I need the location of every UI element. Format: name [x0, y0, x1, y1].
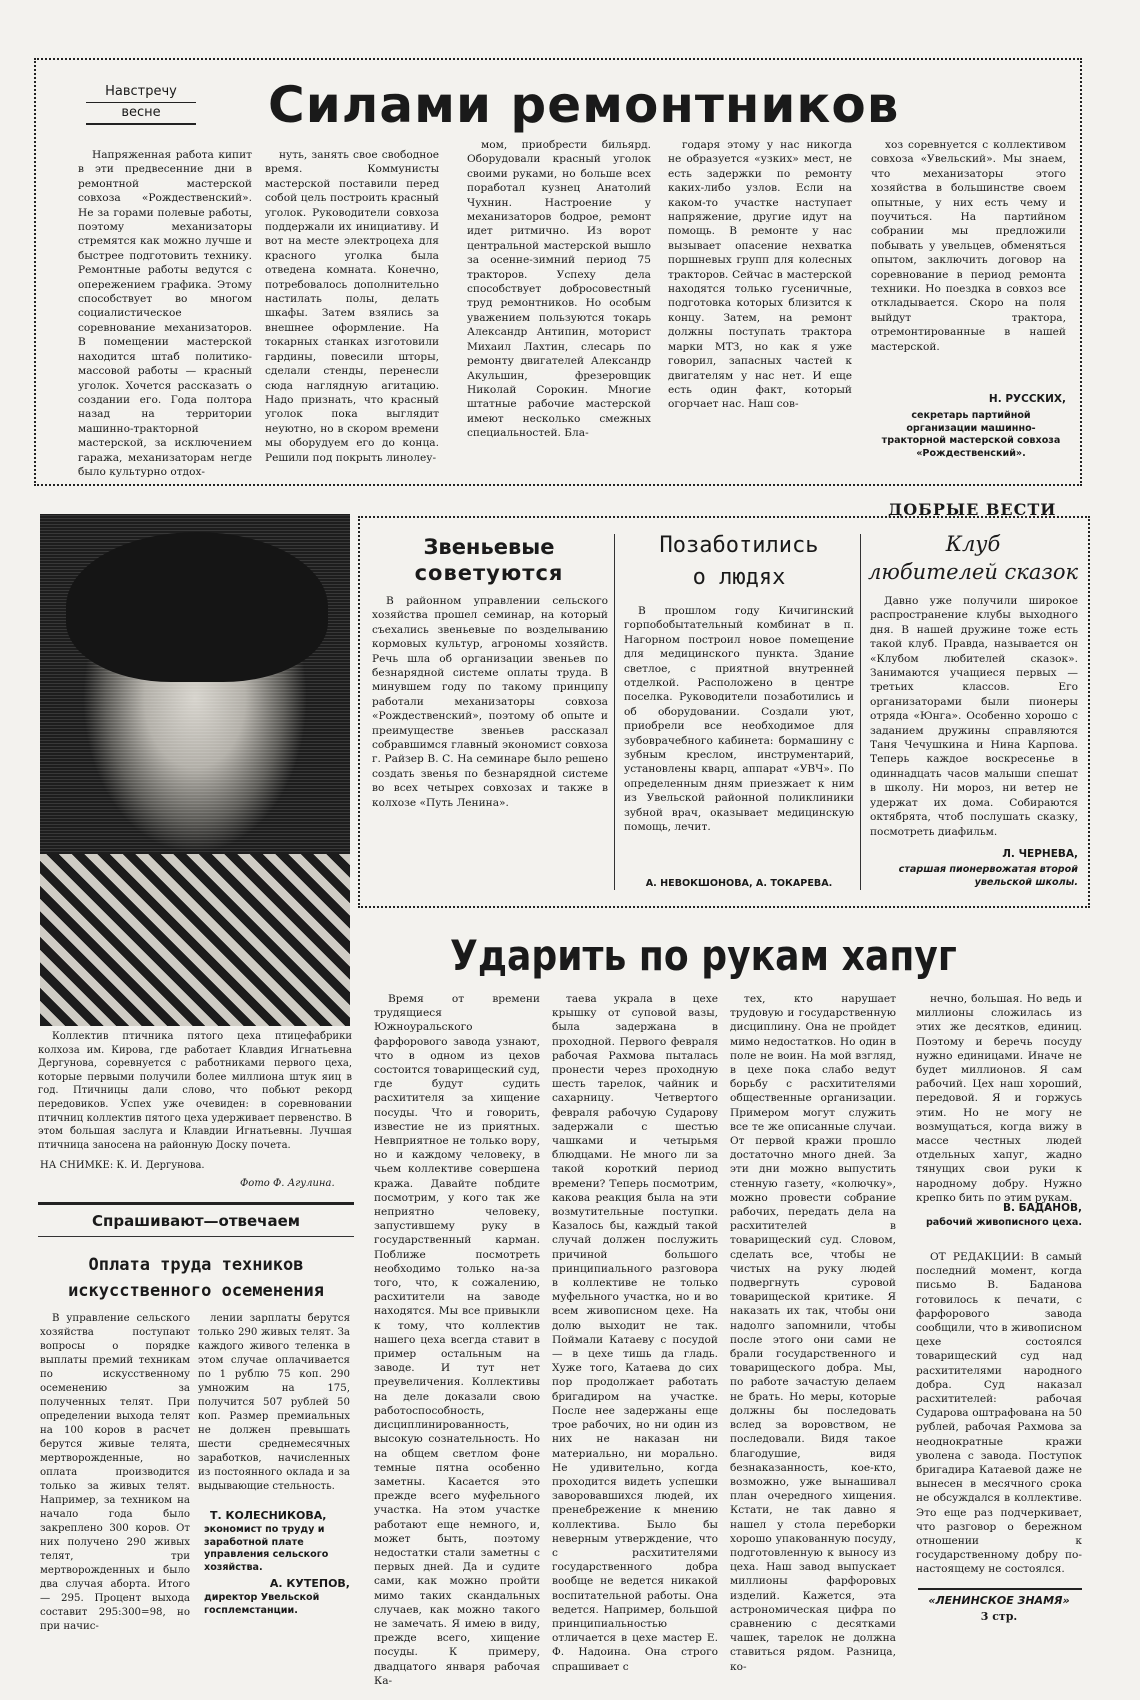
portrait-photo [40, 514, 350, 1026]
qa-title-1: Оплата труда техников [88, 1255, 304, 1275]
photo-on-photo: НА СНИМКЕ: К. И. Дергунова. [40, 1160, 205, 1171]
qa-top-rule [38, 1202, 354, 1205]
good-news-divider-2 [860, 534, 861, 890]
qa-sig-2: А. КУТЕПОВ, [269, 1577, 350, 1590]
qa-col-2: лении зарплаты берутся только 290 живых телят. За каждого живого теленка в этом случае оплачивается по 1 рублю 75 коп. 290 умножим на 175, получится 507 рублей 50 коп. Размер премиальных не должен превышать шести среднемесячных заработков, начисленных из постоянного оклада и за выдывающие стельность. [198, 1313, 350, 1492]
footer-rule [918, 1588, 1082, 1590]
gn-a3-title-1: Клуб [945, 532, 1001, 556]
gn-a2-title [624, 530, 854, 594]
kicker-line-1: Навстречу [86, 82, 196, 103]
gn-a2-text: В прошлом году Кичигинский горпобобытательный комбинат в п. Нагорном построил новое помещение для медицинского пункта. Здание светлое, с приятной внутренней отделкой. Расположено в центре поселка. Руководители позаботились и об оборудовании. Создали уют, приобрели все необходимое для зубоврачебного кабинета: бормашину с зубным креслом, инструментарий, установлены кварц, аппарат «УВЧ». По определенным дням приезжает к ним из Увельской районной поликлиники зубной врач, оказывает медицинскую помощь, лечит. [624, 605, 854, 834]
qa-rubric-rule [38, 1236, 354, 1237]
footer-paper-name: «ЛЕНИНСКОЕ ЗНАМЯ» [928, 1594, 1070, 1607]
qa-sig-2-title: директор Увельской госплемстанции. [204, 1592, 320, 1616]
good-news-rubric: ДОБРЫЕ ВЕСТИ [888, 500, 1057, 519]
top-signature-title: секретарь партийной организации машинно-тракторной мастерской совхоза «Рождественский». [881, 410, 1061, 459]
gn-a1-title [374, 534, 604, 586]
main-col-2: таева украла в цехе крышку от суповой вазы, была задержана в проходной. Первого февраля рабочая Рахмова пыталась пронести через проходную шесть тарелок, чайник и сахарницу. Четвертого февраля рабочую Сударову задержали с шестью чашками и четырьмя блюдцами. Не много ли за такой короткий период времени? Теперь посмотрим, какова реакция была на эти возмутительные поступки. Казалось бы, каждый такой случай должен послужить причиной большого принципиального разговора в коллективе не только муфельного участка, но и во всем живописном цехе. На долю выходит не так. Поймали Катаеву с посудой — в цехе тишь да гладь. Хуже того, Катаева до сих пор продолжает работать бригадиром на участке. После нее задержаны еще трое рабочих, но ни один из них не наказан ни материально, ни морально. Не удивительно, когда проходится видеть успешки заворовавшихся людей, их пренебрежение к мнению коллектива. Было бы неверным утверждение, что с расхитителями государственного добра вообще не ведется никакой воспитательной работы. Она ведется. Например, большой принципиальностью отличается в цехе мастер Е. Ф. Надоина. Она строго спрашивает с [552, 993, 718, 1673]
main-col-1: Время от времени трудящиеся Южноуральского фарфорового завода узнают, что в одном из цехов состоится товарищеский суд, где будут судить расхитителя за хищение посуды. Что и говорить, известие не из приятных. Невприятное не только вору, но и каждому человеку, в чьем коллективе совершена кража. Давайте побдите посмотрим, у кого так же неприятно человеку, запустившему руку в государственный карман. Поближе посмотреть необходимо только на-за того, что, к сожалению, расхитители на заводе находятся. Мы все привыкли к тому, что коллектив нашего цеха всегда ставит в пример остальным на заводе. И тут нет преувеличения. Коллективы на деле доказали свою работоспособность, дисциплинированность, высокую сознательность. Но на общем светлом фоне темные пятна особенно заметны. Касается это прежде всего муфельного участка. На этом участке работают еще немного, и, может быть, поэтому недостатки стали заметны с первых дней. Да и судите сами, как можно пройти мимо таких скандальных случаев, как можно такого не замечать. Я имею в виду, прежде всего, хищение посуды. К примеру, двадцатого января рабочая Ка- [374, 993, 540, 1687]
top-col-5: хоз соревнуется с коллективом совхоза «Увельский». Мы знаем, что механизаторы этого хозяйства в большинстве своем опытные, у них есть чему и поучиться. На партийном собрании мы предложили побывать у увельцев, обменяться опытом, заключить договор на соревнование в период ремонта техники. Но поездка в совхоз все откладывается. Скоро на поля выйдут трактора, отремонтированные в нашей мастерской. [871, 139, 1066, 353]
gn-a3-title [866, 530, 1080, 586]
good-news-divider-1 [614, 534, 615, 890]
main-headline: Ударить по рукам хапуг [450, 931, 957, 980]
main-editor-note: ОТ РЕДАКЦИИ: В самый последний момент, когда письмо В. Баданова готовилось к печати, с фарфорового завода сообщили, что в живописном цехе состоялся товарищеский суд над расхитителями народного добра. Суд наказал расхитителей: рабочая Сударова оштрафована на 50 рублей, рабочая Рахмова за неоднократные кражи уволена с завода. Поступок бригадира Катаевой даже не вынесен в месячного срока не обсуждался в коллективе. Это еще раз подчеркивает, что разговор о бережном отношении к государственному добру по-настоящему не состоялся. [916, 1251, 1082, 1576]
top-signature: Н. РУССКИХ, [988, 393, 1066, 405]
top-col-1: Напряженная работа кипит в эти предвесенние дни в ремонтной мастерской совхоза «Рождественский». Не за горами полевые работы, поэтому механизаторы стремятся как можно лучше и быстрее подготовить технику. Ремонтные работы ведутся с опережением графика. Этому способствует во многом социалистическое соревнование механизаторов. В помещении мастерской находится штаб политико-массовой работы — красный уголок. Хочется рассказать о создании его. Года полтора назад на территории машинно-тракторной мастерской, за исключением гаража, механизаторам негде было культурно отдох- [78, 149, 252, 478]
qa-title [38, 1252, 354, 1304]
top-col-4: годаря этому у нас никогда не образуется «узких» мест, не есть задержки по ремонту каких-либо узлов. Если на каком-то участке наступает напряжение, другие идут на помощь. В ремонте у нас вызывает опасение нехватка поршневых групп для колесных тракторов. Сейчас в мастерской находятся только гусеничные, подготовка которых близится к концу. Затем, на ремонт должны поступать трактора марки МТЗ, но как я уже говорил, запасных частей к двигателям у нас нет. И еще есть один факт, который огорчает нас. Наш сов- [668, 139, 852, 411]
main-col-4: нечно, большая. Но ведь и миллионы сложилась из этих же десятков, единиц. Поэтому и беречь посуду нужно единицами. Иначе не будет миллионов. Я сам рабочий. Цех наш хороший, передовой. Я и горжусь этим. Но не могу не возмущаться, когда вижу в массе честных людей отдельных хапуг, жадно тянущих свои руки к народному добру. Нужно крепко бить по этим рукам. [916, 993, 1082, 1204]
kicker [86, 82, 196, 125]
main-signature: В. БАДАНОВ, [1003, 1202, 1082, 1214]
gn-a1-title-2: советуются [414, 561, 564, 585]
qa-col-1: В управление сельского хозяйства поступают вопросы о порядке выплаты премий техникам по искусственному осеменению за полученных телят. При определении выхода телят на 100 коров в расчет берутся живые телята, мертворожденные, но оплата производится только за живых телят. Например, за техником на начало года было закреплено 300 коров. От них получено 290 живых телят, три мертворожденных и было два случая аборта. Итого — 295. Процент выхода составит 295:300=98, но при начис- [40, 1313, 190, 1632]
gn-a3-signature-title: старшая пионервожатая второй увельской школы. [898, 864, 1078, 888]
gn-a3-text: Давно уже получили широкое распространение клубы выходного дня. В нашей дружине тоже есть такой клуб. Правда, называется он «Клубом любителей сказок». Занимаются учащиеся первых — третьих классов. Его организаторами были пионеры отряда «Юнга». Особенно хорошо с заданием дружины справляются Таня Чечушкина и Нина Карпова. Теперь каждое воскресенье в одиннадцать часов малыши спешат в школу. Ни мороз, ни ветер не удержат их дома. Собираются октябрята, чтоб послушать сказку, посмотреть диафильм. [870, 595, 1078, 838]
qa-title-2: искусственного осеменения [68, 1281, 324, 1301]
gn-a3-signature: Л. ЧЕРНЕВА, [1002, 848, 1078, 860]
footer-page-number: 3 стр. [980, 1610, 1018, 1623]
kicker-line-2: весне [86, 103, 196, 125]
main-col-3: тех, кто нарушает трудовую и государственную дисциплину. Она не пройдет мимо недостатков. Но один в поле не воин. На мой взгляд, в цехе пока слабо ведут борьбу с расхитителями общественные организации. Примером могут служить все те же описанные случаи. От первой кражи прошло достаточно много дней. За эти дни можно выпустить стенную газету, «колючку», можно провести собрание рабочих, передать дела на расхитителей в товарищеский суд. Словом, сделать все, чтобы не чистых на руку людей подвергнуть суровой товарищеской критике. Я наказать их так, чтобы они надолго запомнили, чтобы после этого они сами не брали государственного и товарищеского добра. Мы, по работе зачастую делаем не брать. Но меры, которые должны бы последовать вслед за воровством, не последовали. Видя такое благодушие, видя безнаказанность, кое-кто, возможно, уже вынашивал план очередного хищения. Кстати, не так давно я нашел у стола переборки хорошо упакованную посуду, подготовленную к выносу из цеха. Наш завод выпускает миллионы фарфоровых изделий. Кажется, эта астрономическая цифра по сравнению с десятками чашек, тарелок не должна ставиться рядом. Разница, ко- [730, 993, 896, 1673]
top-col-3: мом, приобрести бильярд. Оборудовали красный уголок своими руками, но больше всех поработал кузнец Анатолий Чухнин. Настроение у механизаторов бодрое, ремонт идет ритмично. Из ворот центральной мастерской вышло за осенне-зимний период 75 тракторов. Успеху дела способствует добросовестный труд ремонтников. Но особым уважением пользуются токарь Александр Антипин, моторист Михаил Лахтин, слесарь по ремонту двигателей Александр Акульшин, фрезеровщик Николай Сорокин. Многие штатные рабочие мастерской имеют несколько смежных специальностей. Бла- [467, 139, 651, 440]
gn-a2-title-2: о людях [692, 565, 786, 590]
qa-sig-1: Т. КОЛЕСНИКОВА, [210, 1509, 327, 1522]
photo-credit: Фото Ф. Агулина. [240, 1178, 335, 1189]
gn-a3-title-2: любителей сказок [868, 560, 1078, 584]
gn-a2-title-1: Позаботились [659, 533, 819, 558]
photo-coat-shape [40, 854, 350, 1026]
gn-a1-title-1: Звеньевые [423, 535, 555, 559]
photo-caption: Коллектив птичника пятого цеха птицефабрики колхоза им. Кирова, где работает Клавдия Игнатьевна Дергунова, соревнуется с работниками первого цеха, которые первыми получили более миллиона штук яиц в год. Птичницы дали слово, что побьют рекорд передовиков. Успех уже очевиден: в соревновании птичниц коллектив пятого цеха удерживает первенство. В этом большая заслуга и Клавдии Игнатьевны. Лучшая птичница заносена на районную Доску почета. [38, 1031, 352, 1151]
photo-hair-shape [66, 532, 328, 682]
top-col-2: нуть, занять свое свободное время. Коммунисты мастерской поставили перед собой цель построить красный уголок. Руководители совхоза поддержали их инициативу. И вот на месте электроцеха для красного уголка была отведена комната. Конечно, потребовалось дополнительно настилать полы, делать шкафы. Затем взялись за внешнее оформление. На токарных станках изготовили гардины, повесили шторы, сделали стенды, перенесли сюда наглядную агитацию. Надо признать, что красный уголок пока выглядит неуютно, но в скором времени мы оборудуем его до конца. Решили под покрыть линолеу- [265, 149, 439, 464]
gn-a1-text: В районном управлении сельского хозяйства прошел семинар, на который съехались звеньевые по возделыванию кормовых культур, агрономы хозяйств. Речь шла об организации звеньев по безнарядной системе оплаты труда. В минувшем году по такому принципу работали механизаторы совхоза «Рождественский», поэтому об опыте и преимуществе звеньев рассказал собравшимся главный экономист совхоза г. Райзер В. С. На семинаре было решено создать звенья по безнарядной системе во всех четырех совхозах и также в колхозе «Путь Ленина». [372, 595, 608, 809]
top-headline: Силами ремонтников [268, 76, 900, 134]
main-signature-title: рабочий живописного цеха. [925, 1217, 1082, 1228]
qa-rubric: Спрашивают—отвечаем [91, 1212, 301, 1230]
gn-a2-signature: А. НЕВОКШОНОВА, А. ТОКАРЕВА. [645, 878, 833, 889]
qa-sig-1-title: экономист по труду и заработной плате управления сельского хозяйства. [204, 1524, 329, 1573]
